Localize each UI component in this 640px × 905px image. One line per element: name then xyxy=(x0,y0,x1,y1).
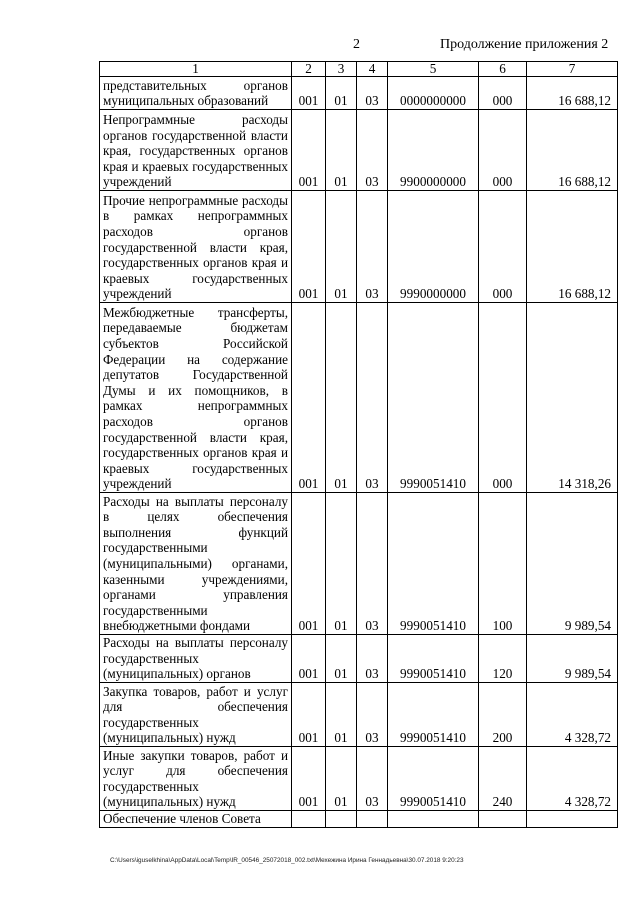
cell-col4: 03 xyxy=(357,493,388,635)
cell-col3: 01 xyxy=(326,683,357,747)
column-header: 7 xyxy=(527,62,618,77)
cell-col3 xyxy=(326,811,357,828)
cell-col4: 03 xyxy=(357,303,388,493)
cell-col5: 9990051410 xyxy=(388,683,479,747)
cell-col4: 03 xyxy=(357,191,388,303)
table-row xyxy=(100,747,618,811)
table-row xyxy=(100,77,618,110)
cell-col2 xyxy=(292,811,326,828)
cell-col6: 200 xyxy=(479,683,527,747)
cell-col2: 001 xyxy=(292,77,326,110)
table-row xyxy=(100,191,618,303)
table-header-row xyxy=(100,62,618,77)
table-row xyxy=(100,811,618,828)
file-path-footer: C:\Users\iguselkhina\AppData\Local\Temp\IR_00546_25072018_002.txt\Мехежина Ирина Геннадьевна\30.07.2018 9:20:23 xyxy=(110,857,464,864)
column-header: 5 xyxy=(388,62,479,77)
cell-col3: 01 xyxy=(326,191,357,303)
cell-col5: 9990051410 xyxy=(388,747,479,811)
page-number: 2 xyxy=(353,37,360,52)
cell-col5: 9990051410 xyxy=(388,493,479,635)
column-header: 3 xyxy=(326,62,357,77)
cell-col2: 001 xyxy=(292,747,326,811)
cell-amount: 9 989,54 xyxy=(527,493,618,635)
row-description: Расходы на выплаты персоналу государственных (муниципальных) органов xyxy=(100,635,292,683)
cell-col3: 01 xyxy=(326,303,357,493)
cell-col6: 120 xyxy=(479,635,527,683)
column-header: 4 xyxy=(357,62,388,77)
cell-col6 xyxy=(479,811,527,828)
column-header: 6 xyxy=(479,62,527,77)
cell-col3: 01 xyxy=(326,635,357,683)
cell-col4 xyxy=(357,811,388,828)
row-description: Закупка товаров, работ и услуг для обеспечения государственных (муниципальных) нужд xyxy=(100,683,292,747)
column-header: 2 xyxy=(292,62,326,77)
appendix-continuation-title: Продолжение приложения 2 xyxy=(440,37,609,52)
cell-col3: 01 xyxy=(326,110,357,191)
cell-col2: 001 xyxy=(292,303,326,493)
row-description: Непрограммные расходы органов государственной власти края, государственных органов края и краевых государственных учреждений xyxy=(100,110,292,191)
table-row xyxy=(100,110,618,191)
cell-col6: 100 xyxy=(479,493,527,635)
table-row xyxy=(100,303,618,493)
row-description: Расходы на выплаты персоналу в целях обеспечения выполнения функций государственными (муниципальными) органами, казенными учреждениями, органами управления государственными внебюджетными фондами xyxy=(100,493,292,635)
cell-col3: 01 xyxy=(326,77,357,110)
cell-col3: 01 xyxy=(326,493,357,635)
cell-col2: 001 xyxy=(292,683,326,747)
cell-amount: 16 688,12 xyxy=(527,191,618,303)
cell-col6: 000 xyxy=(479,110,527,191)
cell-amount: 9 989,54 xyxy=(527,635,618,683)
column-header: 1 xyxy=(100,62,292,77)
row-description: Прочие непрограммные расходы в рамках непрограммных расходов органов государственной власти края, государственных органов края и краевых государственных учреждений xyxy=(100,191,292,303)
cell-amount: 14 318,26 xyxy=(527,303,618,493)
table-row xyxy=(100,635,618,683)
table-row xyxy=(100,683,618,747)
cell-col5: 9900000000 xyxy=(388,110,479,191)
cell-col2: 001 xyxy=(292,110,326,191)
cell-amount: 16 688,12 xyxy=(527,77,618,110)
row-description: представительных органов муниципальных образований xyxy=(100,77,292,110)
cell-col4: 03 xyxy=(357,683,388,747)
table-row xyxy=(100,493,618,635)
cell-amount: 16 688,12 xyxy=(527,110,618,191)
cell-col5: 0000000000 xyxy=(388,77,479,110)
row-description: Обеспечение членов Совета xyxy=(100,811,292,828)
row-description: Межбюджетные трансферты, передаваемые бюджетам субъектов Российской Федерации на содержание депутатов Государственной Думы и их помощников, в рамках непрограммных расходов органов государственной власти края, государственных органов края и краевых государственных учреждений xyxy=(100,303,292,493)
cell-col4: 03 xyxy=(357,747,388,811)
cell-col2: 001 xyxy=(292,635,326,683)
cell-col4: 03 xyxy=(357,110,388,191)
cell-col5: 9990051410 xyxy=(388,635,479,683)
cell-col6: 000 xyxy=(479,191,527,303)
row-description: Иные закупки товаров, работ и услуг для обеспечения государственных (муниципальных) нужд xyxy=(100,747,292,811)
cell-amount: 4 328,72 xyxy=(527,747,618,811)
cell-col6: 240 xyxy=(479,747,527,811)
cell-amount: 4 328,72 xyxy=(527,683,618,747)
cell-col6: 000 xyxy=(479,303,527,493)
cell-col5 xyxy=(388,811,479,828)
cell-col2: 001 xyxy=(292,191,326,303)
cell-col5: 9990000000 xyxy=(388,191,479,303)
cell-col4: 03 xyxy=(357,635,388,683)
cell-col5: 9990051410 xyxy=(388,303,479,493)
cell-col4: 03 xyxy=(357,77,388,110)
cell-amount xyxy=(527,811,618,828)
cell-col6: 000 xyxy=(479,77,527,110)
cell-col3: 01 xyxy=(326,747,357,811)
cell-col2: 001 xyxy=(292,493,326,635)
budget-table xyxy=(99,61,618,828)
